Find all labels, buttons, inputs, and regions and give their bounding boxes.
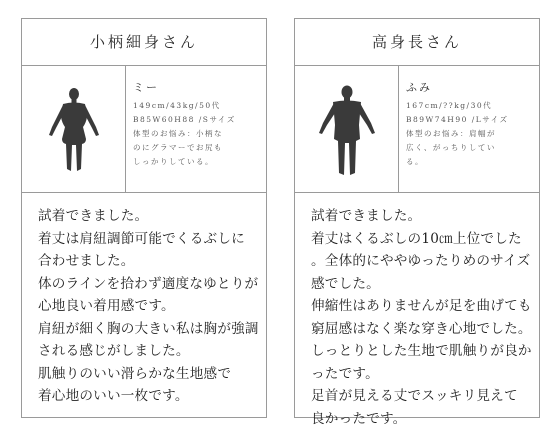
comment-line: 伸縮性はありませんが足を曲げても: [311, 298, 532, 314]
reviewer-detail-line: る。: [406, 157, 424, 166]
comment-line: 心地良い着用感です。: [38, 298, 175, 314]
comment-line: 足首が見える丈でスッキリ見えて: [311, 388, 518, 404]
comment-line: 良かったです。: [311, 410, 407, 427]
comment-line: 試着できました。: [38, 208, 149, 224]
male-silhouette-icon: [315, 85, 379, 177]
comment-line: しっとりとした生地で肌触りが良か: [311, 343, 532, 359]
reviewer-name: ふみ: [406, 81, 432, 94]
reviewer-card-tall: [294, 18, 540, 427]
comment-line: 着丈は肩紐調節可能でくるぶしに: [38, 230, 245, 247]
reviewer-detail-line: 広く、がっちりしてい: [406, 143, 496, 152]
female-silhouette-icon: [42, 87, 106, 175]
reviewer-info: [406, 79, 533, 169]
comment-line: 窮屈感はなく楽な穿き心地でした。: [311, 320, 532, 337]
reviewer-profile: [22, 65, 266, 193]
comment-line: 着心地のいい一枚です。: [38, 388, 189, 404]
reviewer-card-petite: [21, 18, 267, 418]
reviewer-detail-line: のにグラマーでお尻も: [133, 143, 223, 152]
comment-line: 。全体的にややゆったりめのサイズ: [311, 253, 531, 269]
reviewer-detail-line: しっかりしている。: [133, 157, 214, 166]
reviewer-profile: [295, 65, 539, 193]
comment-line: 体のラインを拾わず適度なゆとりが: [38, 275, 259, 292]
comment-line: 合わせました。: [38, 253, 135, 269]
comment-line: ったです。: [311, 365, 379, 382]
comment-line: 着丈はくるぶしの10㎝上位でした: [311, 230, 522, 247]
reviewer-name: ミー: [133, 81, 159, 94]
reviewer-detail-line: 体型のお悩み：肩幅が: [406, 129, 496, 138]
comment-line: される感じがしました。: [38, 343, 190, 359]
reviewer-detail-line: B85W60H88 /Sサイズ: [133, 115, 236, 124]
comment-line: 肩紐が細く胸の大きい私は胸が強調: [38, 320, 259, 337]
reviewer-info: [133, 79, 260, 169]
body-silhouette-box: [295, 65, 399, 192]
reviewer-detail-line: 149cm/43kg/50代: [133, 101, 221, 110]
reviewer-detail-line: 167cm/??kg/30代: [406, 101, 493, 110]
reviewer-detail-line: 体型のお悩み：小柄な: [133, 129, 223, 138]
review-comment: [38, 205, 259, 408]
comment-line: 肌触りのいい滑らかな生地感で: [38, 365, 232, 382]
comment-line: 試着できました。: [311, 208, 422, 224]
reviewer-detail-line: B89W74H90 /Lサイズ: [406, 115, 509, 124]
card-title: 高身長さん: [295, 19, 539, 66]
review-comment: [311, 205, 532, 430]
body-silhouette-box: [22, 65, 126, 192]
comment-line: 感でした。: [311, 275, 380, 292]
card-title: 小柄細身さん: [22, 19, 266, 66]
